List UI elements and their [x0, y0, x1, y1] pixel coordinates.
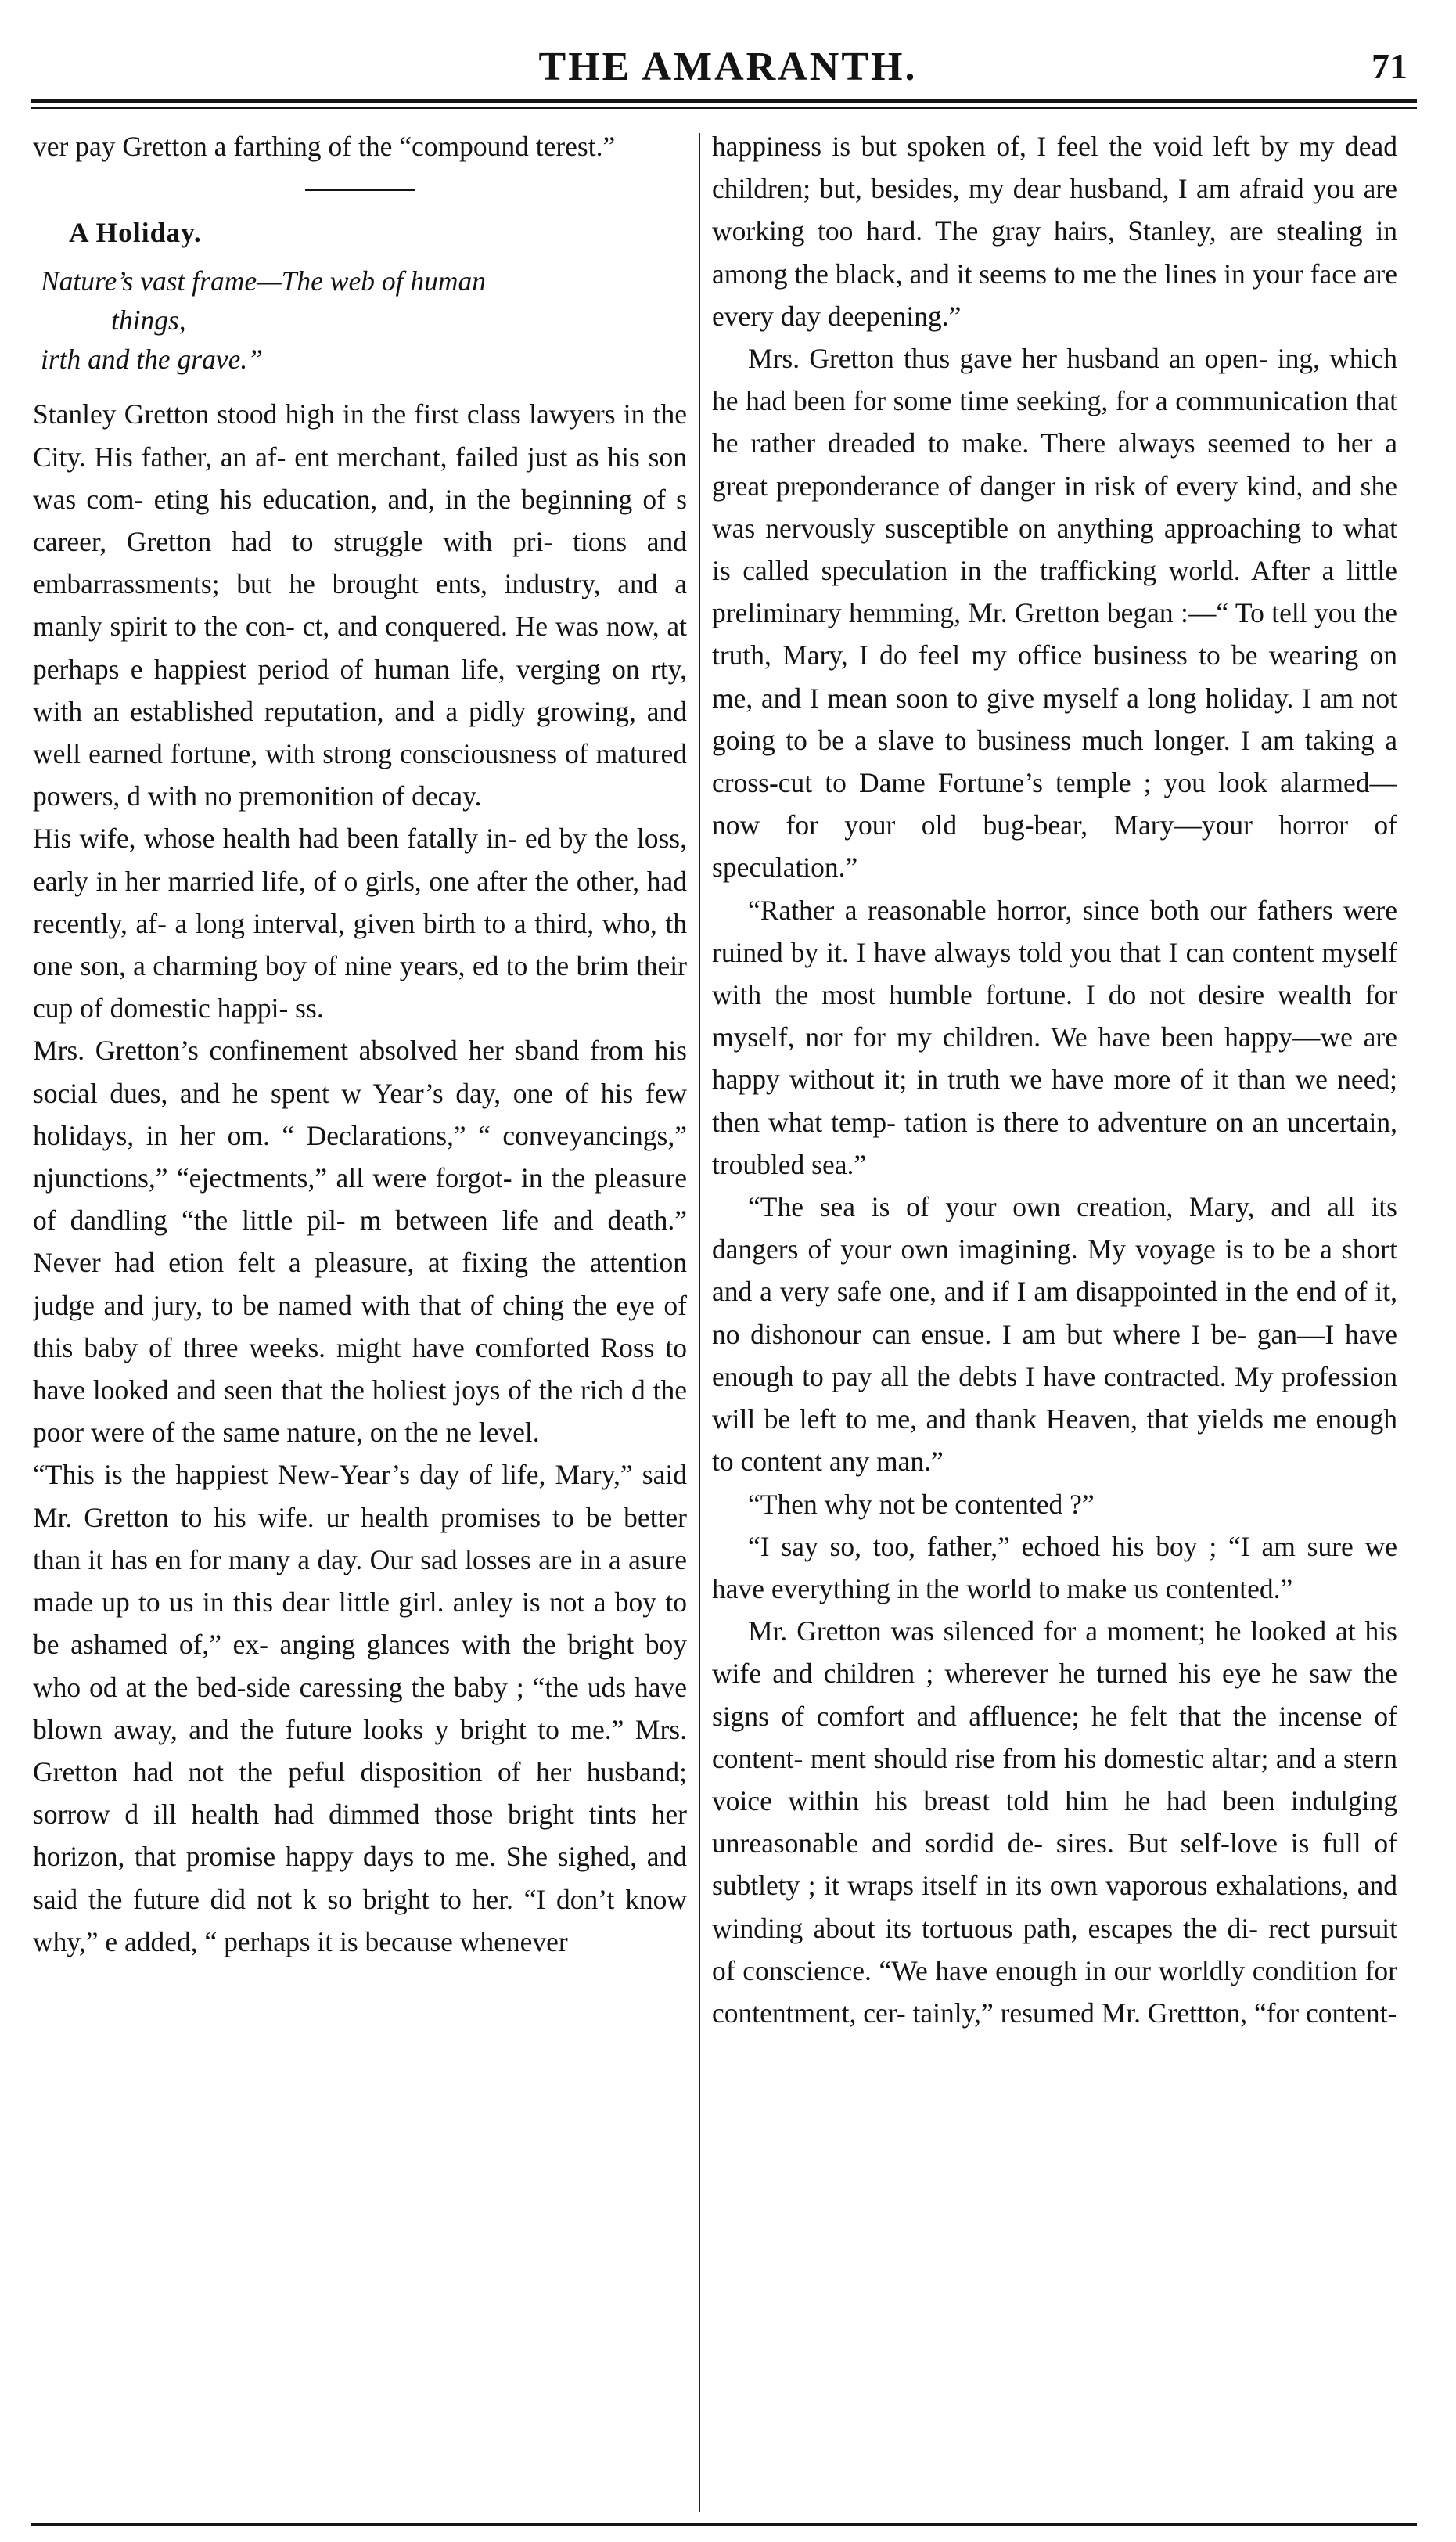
header-rule-thick [31, 99, 1417, 103]
paragraph: Stanley Gretton stood high in the first class lawyers in the City. His father, an af- ent merchant, failed just as his son was com- eting his education, and, in the beginning of s career, Gretton had to struggle with pri- tions and embarrassments; but he brought ents, industry, and a manly spirit to the con- ct, and conquered. He was now, at perhaps e happiest period of human life, verging on rty, with an established reputation, and a pidly growing, and well earned fortune, with strong consciousness of matured powers, d with no premonition of decay. [33, 398, 687, 812]
section-title: A Holiday. [69, 217, 202, 249]
footer-rule [31, 2523, 1417, 2526]
opening-fragment: ver pay Gretton a farthing of the “compound terest.” [33, 131, 616, 162]
left-column [33, 125, 687, 2512]
paragraph: “The sea is of your own creation, Mary, and all its dangers of your own imagining. My voyage is to be a short and a very safe one, and if I am disappointed in the end of it, no dishonour can ensue. I am but where I be- gan—I have enough to pay all the debts I have contracted. My profession will be left to me, and thank Heaven, that yields me enough to content any man.” [712, 1191, 1397, 1478]
paragraph: Mr. Gretton was silenced for a moment; he looked at his wife and children ; wherever he turned his eye he saw the signs of comfort and affluence; he felt that the incense of content- ment should rise from his domestic altar; and a stern voice within his breast told him he had been indulging unreasonable and sordid de- sires. But self-love is full of subtlety ; it wraps itself in its own vaporous exhalations, and winding about its tortuous path, escapes the di- rect pursuit of conscience. “We have enough in our worldly condition for contentment, cer- tainly,” resumed Mr. Grettton, “for content- [712, 1615, 1397, 2029]
section-divider [305, 189, 415, 191]
paragraph: His wife, whose health had been fatally in- ed by the loss, early in her married life, of o girls, one after the other, had recently, af- a long interval, given birth to a third, who, th one son, a charming boy of nine years, ed to the brim their cup of domestic happi- ss. [33, 823, 687, 1024]
epigraph [33, 261, 687, 379]
paragraph: Mrs. Gretton thus gave her husband an open- ing, which he had been for some time seeking, for a communication that he rather dreaded to make. There always seemed to her a great preponderance of danger in risk of every kind, and she was nervously susceptible on anything approaching to what is called speculation in the trafficking world. After a little preliminary hemming, Mr. Gretton began :—“ To tell you the truth, Mary, I do feel my office business to be wearing on me, and I mean soon to give myself a long holiday. I am not going to be a slave to business much longer. I am taking a cross-cut to Dame Fortune’s temple ; you look alarmed—now for your old bug-bear, Mary—your horror of speculation.” [712, 343, 1397, 884]
paragraph: “I say so, too, father,” echoed his boy ; “I am sure we have everything in the world to make us contented.” [712, 1530, 1397, 1604]
right-column [712, 125, 1397, 2512]
page-number: 71 [1372, 46, 1407, 86]
running-title: THE AMARANTH. [538, 45, 918, 89]
paragraph: Mrs. Gretton’s confinement absolved her sband from his social dues, and he spent w Year’s day, one of his few holidays, in her om. “ Declarations,” “ conveyancings,” njunctions,” “ejectments,” all were forgot- in the pleasure of dandling “the little pil- m between life and death.” Never had etion felt a pleasure, at fixing the attention judge and jury, to be named with that of ching the eye of this baby of three weeks. might have comforted Ross to have looked and seen that the holiest joys of the rich d the poor were of the same nature, on the ne level. [33, 1035, 687, 1449]
paragraph: “Then why not be contented ?” [748, 1488, 1095, 1520]
column-divider [699, 133, 700, 2512]
epigraph-line-2: things, [111, 304, 186, 337]
paragraph: “This is the happiest New-Year’s day of life, Mary,” said Mr. Gretton to his wife. ur health promises to be better than it has en for many a day. Our sad losses are in a asure made up to us in this dear little girl. anley is not a boy to be ashamed of,” ex- anging glances with the bright boy who od at the bed-side caressing the baby ; “the uds have blown away, and the future looks y bright to me.” Mrs. Gretton had not the peful disposition of her husband; sorrow d ill health had dimmed those bright tints her horizon, that promise happy days to me. She sighed, and said the future did not k so bright to her. “I don’t know why,” e added, “ perhaps it is because whenever [33, 1459, 687, 1957]
page-header [0, 28, 1456, 91]
paragraph: happiness is but spoken of, I feel the void left by my dead children; but, besides, my dear husband, I am afraid you are working too hard. The gray hairs, Stanley, are stealing in among the black, and it seems to me the lines in your face are every day deepening.” [712, 131, 1397, 332]
epigraph-line-3: irth and the grave.” [41, 344, 263, 376]
paragraph: “Rather a reasonable horror, since both our fathers were ruined by it. I have always told you that I can content myself with the most humble fortune. I do not desire wealth for myself, nor for my children. We have been happy—we are happy without it; in truth we have more of it than we need; then what temp- tation is there to adventure on an uncertain, troubled sea.” [712, 894, 1397, 1180]
header-rule-thin [31, 107, 1417, 109]
epigraph-line-1: Nature’s vast frame—The web of human [41, 265, 486, 297]
